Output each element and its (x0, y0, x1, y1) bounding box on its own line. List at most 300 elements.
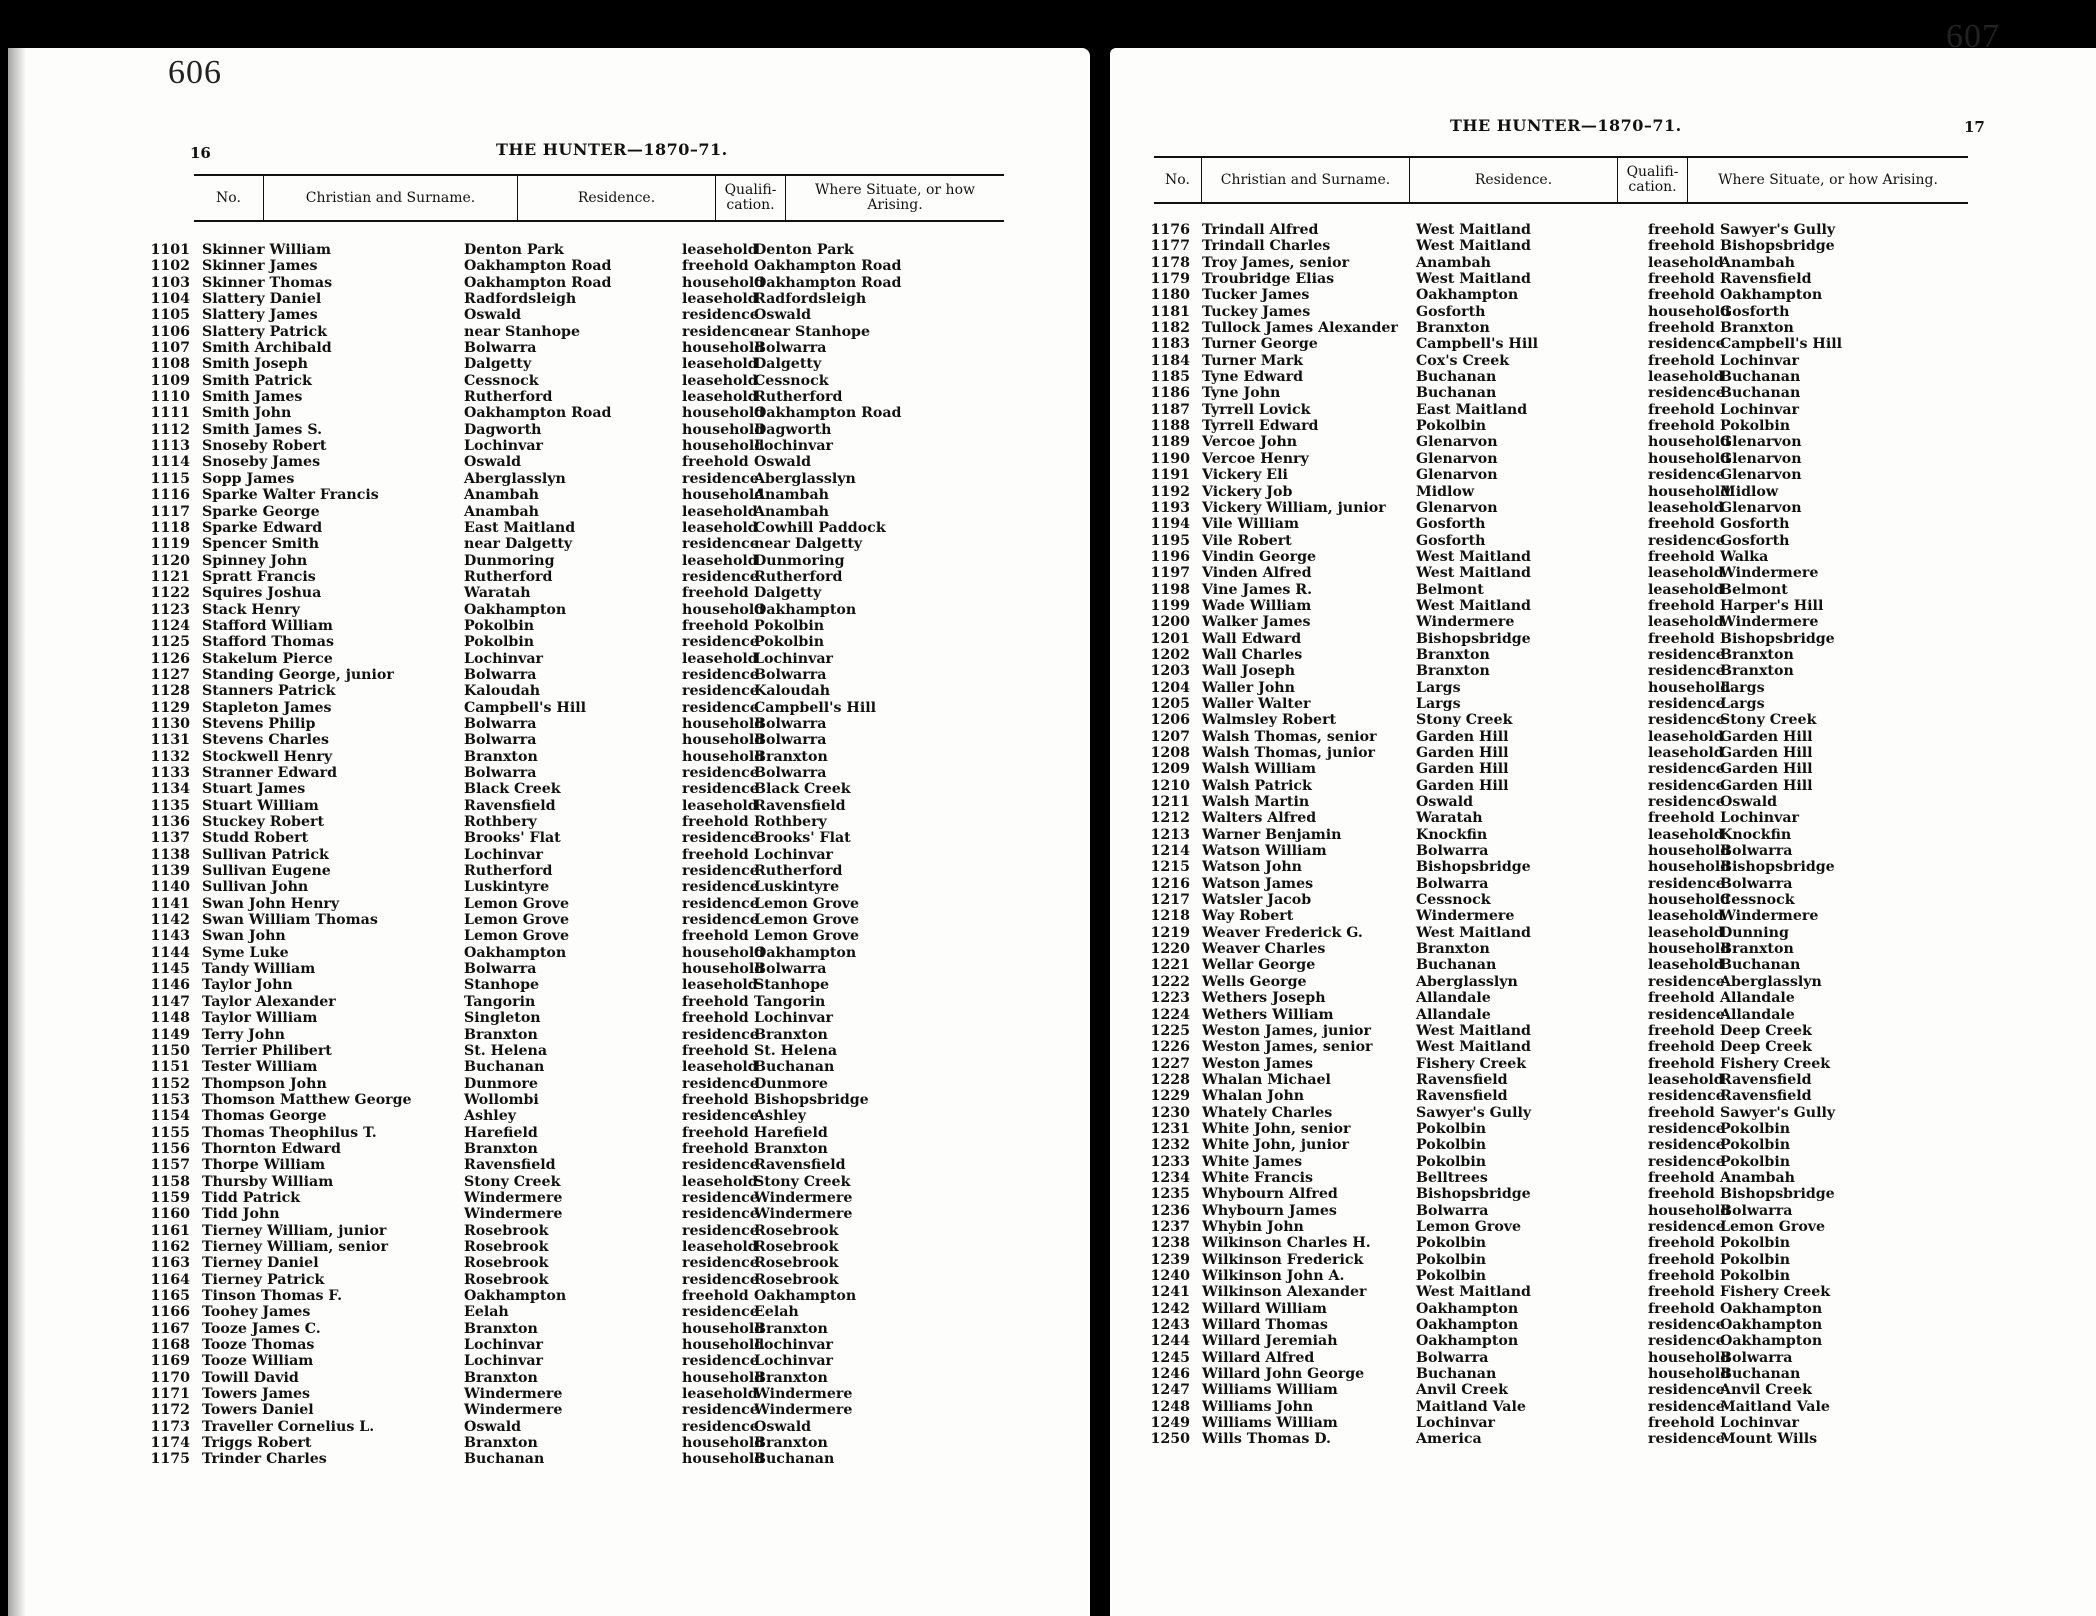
entry-name: Slattery Patrick (202, 323, 327, 340)
entry-number: 1197 (1150, 565, 1190, 582)
entry-residence: West Maitland (1416, 1022, 1531, 1039)
entry-residence: Bolwarra (1416, 843, 1489, 860)
entry-where: Pokolbin (1720, 1137, 1791, 1154)
entry-number: 1185 (1150, 369, 1190, 386)
entry-residence: Garden Hill (1416, 761, 1509, 778)
entry-residence: Pokolbin (464, 617, 535, 634)
entry-qualification: freehold (682, 585, 749, 602)
entry-number: 1194 (1150, 516, 1190, 533)
entry-number: 1142 (150, 912, 190, 929)
table-row (1110, 827, 1916, 843)
entry-residence: Pokolbin (1416, 1268, 1487, 1284)
table-row (1110, 1056, 1916, 1072)
entry-qualification: freehold (682, 258, 749, 275)
entry-qualification: freehold (1648, 990, 1715, 1007)
entry-qualification: freehold (682, 1124, 749, 1141)
entry-where: Gosforth (1720, 532, 1790, 549)
table-row (108, 928, 950, 944)
entry-where: Garden Hill (1720, 745, 1813, 761)
entry-name: Tyne John (1202, 385, 1281, 402)
table-row (1110, 336, 1916, 352)
entry-number: 1206 (1150, 712, 1190, 729)
table-row (1110, 729, 1916, 745)
entry-residence: Gosforth (1416, 303, 1486, 320)
table-row (108, 1451, 950, 1467)
entry-where: Bishopsbridge (1720, 238, 1835, 255)
entry-qualification: residence (1648, 532, 1725, 549)
entry-qualification: residence (682, 1402, 759, 1419)
entry-residence: Midlow (1416, 483, 1475, 500)
table-row (1110, 631, 1916, 647)
entry-number: 1215 (1150, 859, 1190, 876)
entry-number: 1135 (150, 797, 190, 814)
table-row (108, 1337, 950, 1353)
entry-number: 1245 (1150, 1349, 1190, 1366)
entry-where: Oswald (754, 1418, 812, 1435)
entry-number: 1177 (1150, 238, 1190, 255)
entry-residence: Bolwarra (1416, 1349, 1489, 1366)
entry-number: 1108 (150, 356, 190, 373)
entry-qualification: leasehold (1648, 254, 1724, 271)
entry-where: Oakhampton (1720, 1317, 1823, 1334)
entry-where: Anambah (754, 487, 829, 504)
entry-residence: Garden Hill (1416, 728, 1509, 745)
entry-where: Stanhope (754, 977, 830, 994)
entry-where: Lemon Grove (754, 895, 860, 912)
entry-qualification: residence (1648, 1088, 1725, 1105)
entry-where: Dagworth (754, 421, 832, 438)
entry-number: 1225 (1150, 1022, 1190, 1039)
table-row (1110, 582, 1916, 598)
entry-qualification: household (682, 961, 765, 978)
entry-qualification: residence (682, 879, 759, 896)
entry-residence: Garden Hill (1416, 745, 1509, 761)
entry-name: Towill David (202, 1369, 299, 1386)
entry-number: 1125 (150, 634, 190, 651)
entry-number: 1190 (1150, 450, 1190, 467)
entry-where: Bolwarra (754, 666, 827, 683)
entry-qualification: residence (682, 568, 759, 585)
entry-qualification: leasehold (1648, 745, 1724, 761)
entry-where: Oakhampton Road (754, 405, 902, 422)
table-row (1110, 1154, 1916, 1170)
entry-residence: Ravensfield (1416, 1071, 1508, 1088)
entry-residence: Cessnock (464, 372, 539, 389)
entry-qualification: household (682, 421, 765, 438)
entry-where: Buchanan (1720, 369, 1801, 386)
entry-name: Toohey James (202, 1304, 311, 1321)
entry-qualification: freehold (682, 814, 749, 831)
table-row (1110, 1333, 1916, 1349)
entry-where: Oswald (754, 307, 812, 324)
table-row (108, 553, 950, 569)
entry-name: Tooze Thomas (202, 1337, 315, 1354)
table-row (108, 912, 950, 928)
entry-name: Stuart James (202, 781, 306, 798)
entry-residence: Anambah (464, 487, 539, 504)
entry-name: Wethers William (1202, 1006, 1334, 1023)
table-row (1110, 598, 1916, 614)
table-row (108, 373, 950, 389)
table-row (108, 716, 950, 732)
entry-residence: Buchanan (1416, 957, 1497, 974)
table-row (108, 1353, 950, 1369)
entry-residence: Lemon Grove (464, 928, 570, 945)
entry-qualification: residence (682, 1157, 759, 1174)
table-row (108, 520, 950, 536)
table-row (108, 700, 950, 716)
entry-qualification: household (1648, 1366, 1731, 1383)
entry-qualification: residence (1648, 1431, 1725, 1448)
entry-qualification: household (1648, 843, 1731, 860)
entry-where: Anambah (754, 503, 829, 520)
entry-qualification: freehold (1648, 1284, 1715, 1301)
entry-residence: Anambah (464, 503, 539, 520)
entry-name: Weaver Charles (1202, 941, 1326, 958)
entry-name: Sullivan Eugene (202, 863, 331, 880)
entry-residence: West Maitland (1416, 238, 1531, 255)
entry-qualification: freehold (1648, 222, 1715, 238)
entry-name: Weston James, junior (1202, 1022, 1371, 1039)
entry-name: Wall Edward (1202, 630, 1302, 647)
entry-number: 1133 (150, 765, 190, 781)
entry-where: Windermere (754, 1206, 853, 1223)
entry-number: 1186 (1150, 385, 1190, 402)
table-row (108, 781, 950, 797)
entry-residence: Windermere (464, 1386, 563, 1403)
entry-number: 1184 (1150, 352, 1190, 369)
table-row (108, 1321, 950, 1337)
entry-number: 1128 (150, 683, 190, 700)
table-row (1110, 516, 1916, 532)
table-row (1110, 990, 1916, 1006)
entry-where: Buchanan (754, 1451, 835, 1468)
entry-residence: West Maitland (1416, 565, 1531, 582)
table-row (1110, 500, 1916, 516)
entry-residence: Largs (1416, 679, 1461, 696)
entry-residence: Bolwarra (1416, 875, 1489, 892)
entry-name: Wade William (1202, 597, 1312, 614)
table-row (1110, 320, 1916, 336)
entry-number: 1149 (150, 1026, 190, 1043)
table-row (108, 618, 950, 634)
entry-number: 1139 (150, 863, 190, 880)
entry-residence: Maitland Vale (1416, 1398, 1526, 1415)
entry-where: Rutherford (754, 568, 843, 585)
entry-name: Stakelum Pierce (202, 650, 333, 667)
entry-qualification: residence (682, 536, 759, 553)
entry-name: Vickery William, junior (1202, 499, 1386, 516)
entry-name: Sparke Walter Francis (202, 487, 379, 504)
entry-name: Skinner Thomas (202, 274, 333, 291)
entry-where: Oakhampton (754, 1288, 857, 1304)
entry-name: Williams William (1202, 1415, 1338, 1432)
table-row (108, 1419, 950, 1435)
entry-residence: Rothbery (464, 814, 537, 831)
entry-number: 1207 (1150, 728, 1190, 745)
entry-number: 1131 (150, 732, 190, 749)
entry-name: Triggs Robert (202, 1435, 312, 1452)
entry-name: Stapleton James (202, 699, 332, 716)
entry-name: Wellar George (1202, 957, 1316, 974)
entry-number: 1217 (1150, 892, 1190, 909)
entry-qualification: residence (682, 307, 759, 324)
table-row (1110, 451, 1916, 467)
entry-where: Pokolbin (754, 634, 825, 651)
table-row (1110, 859, 1916, 875)
table-row (1110, 957, 1916, 973)
entry-residence: Glenarvon (1416, 499, 1498, 516)
entry-residence: Belmont (1416, 581, 1484, 598)
entry-residence: Buchanan (1416, 385, 1497, 402)
entry-name: Taylor John (202, 977, 293, 994)
table-row (108, 798, 950, 814)
entry-number: 1181 (1150, 303, 1190, 320)
entry-qualification: residence (1648, 646, 1725, 663)
table-row (1110, 1235, 1916, 1251)
entry-qualification: freehold (1648, 238, 1715, 255)
table-row (1110, 1252, 1916, 1268)
entry-qualification: household (1648, 679, 1731, 696)
entry-qualification: residence (682, 1075, 759, 1092)
entry-residence: Cessnock (1416, 892, 1491, 909)
entry-where: Oswald (1720, 794, 1778, 811)
entry-where: Lemon Grove (754, 928, 860, 945)
header-name: Christian and Surname. (264, 176, 518, 220)
entry-name: Sparke George (202, 503, 320, 520)
entry-number: 1241 (1150, 1284, 1190, 1301)
entry-number: 1118 (150, 519, 190, 536)
entry-number: 1104 (150, 291, 190, 308)
entry-residence: Pokolbin (1416, 1137, 1487, 1154)
entry-qualification: freehold (1648, 418, 1715, 435)
entry-residence: Lemon Grove (464, 895, 570, 912)
entry-residence: Buchanan (1416, 1366, 1497, 1383)
header-residence: Residence. (1410, 158, 1618, 202)
table-row (108, 830, 950, 846)
entry-residence: Branxton (464, 1320, 538, 1337)
header-where: Where Situate, or how Arising. (815, 182, 975, 213)
entry-qualification: residence (682, 1418, 759, 1435)
entry-qualification: freehold (1648, 271, 1715, 288)
entry-number: 1136 (150, 814, 190, 831)
entry-number: 1153 (150, 1091, 190, 1108)
entry-residence: Black Creek (464, 781, 561, 798)
entry-residence: West Maitland (1416, 271, 1531, 288)
entry-name: Trinder Charles (202, 1451, 327, 1468)
entry-residence: Rutherford (464, 389, 553, 406)
entry-number: 1243 (1150, 1317, 1190, 1334)
entry-residence: Glenarvon (1416, 467, 1498, 484)
entry-qualification: household (682, 601, 765, 618)
entry-name: White John, junior (1202, 1137, 1349, 1154)
entry-name: Sopp James (202, 470, 295, 487)
entry-name: Weaver Frederick G. (1202, 924, 1363, 941)
entry-name: Stuart William (202, 797, 319, 814)
entry-qualification: freehold (682, 1010, 749, 1027)
entry-number: 1246 (1150, 1366, 1190, 1383)
entry-name: Walsh Thomas, senior (1202, 728, 1377, 745)
entry-qualification: residence (682, 1222, 759, 1239)
entry-residence: Windermere (464, 1189, 563, 1206)
entry-number: 1170 (150, 1369, 190, 1386)
entry-qualification: freehold (682, 1091, 749, 1108)
entry-residence: Oakhampton (464, 944, 567, 961)
entry-number: 1212 (1150, 810, 1190, 827)
entry-number: 1167 (150, 1320, 190, 1337)
entry-name: Whybourn Alfred (1202, 1186, 1338, 1203)
entry-qualification: household (1648, 892, 1731, 909)
register-table-left (108, 242, 950, 1468)
entry-name: Willard Thomas (1202, 1317, 1328, 1334)
entry-where: Ravensfield (754, 797, 846, 814)
entry-name: Swan John Henry (202, 895, 340, 912)
table-row (108, 977, 950, 993)
table-row (1110, 1431, 1916, 1447)
entry-qualification: leasehold (1648, 957, 1724, 974)
entry-qualification: freehold (1648, 597, 1715, 614)
entry-where: Lemon Grove (1720, 1218, 1826, 1235)
table-row (1110, 287, 1916, 303)
entry-where: Allandale (1720, 990, 1795, 1007)
table-row (1110, 1121, 1916, 1137)
entry-number: 1172 (150, 1402, 190, 1419)
entry-where: Buchanan (754, 1059, 835, 1076)
entry-name: Terrier Philibert (202, 1042, 332, 1059)
entry-name: Watson William (1202, 843, 1327, 860)
entry-residence: Bolwarra (464, 340, 537, 357)
entry-where: Tangorin (754, 993, 826, 1010)
entry-where: Windermere (754, 1189, 853, 1206)
entry-qualification: residence (682, 1353, 759, 1370)
entry-name: Thursby William (202, 1173, 334, 1190)
table-row (1110, 1219, 1916, 1235)
left-page (8, 48, 1090, 1616)
entry-name: Smith Joseph (202, 356, 308, 373)
table-row (1110, 647, 1916, 663)
entry-number: 1203 (1150, 663, 1190, 680)
header-name: Christian and Surname. (1202, 158, 1410, 202)
table-row (1110, 941, 1916, 957)
entry-residence: Dunmore (464, 1075, 538, 1092)
page-number: 16 (190, 144, 211, 162)
entry-name: Troy James, senior (1202, 254, 1350, 271)
entry-qualification: leasehold (682, 552, 758, 569)
entry-residence: Belltrees (1416, 1169, 1488, 1186)
table-row (1110, 1039, 1916, 1055)
entry-number: 1159 (150, 1189, 190, 1206)
entry-number: 1221 (1150, 957, 1190, 974)
entry-residence: Campbell's Hill (464, 699, 586, 716)
entry-residence: Kaloudah (464, 683, 541, 700)
entry-number: 1157 (150, 1157, 190, 1174)
table-row (108, 847, 950, 863)
header-residence: Residence. (518, 176, 716, 220)
entry-number: 1102 (150, 258, 190, 275)
entry-residence: West Maitland (1416, 222, 1531, 238)
entry-number: 1147 (150, 993, 190, 1010)
entry-qualification: residence (1648, 1218, 1725, 1235)
entry-number: 1146 (150, 977, 190, 994)
entry-residence: Dagworth (464, 421, 542, 438)
entry-name: Wilkinson Charles H. (1202, 1235, 1371, 1252)
entry-where: Bolwarra (1720, 875, 1793, 892)
entry-where: Windermere (1720, 565, 1819, 582)
entry-where: Cessnock (1720, 892, 1795, 909)
entry-number: 1115 (150, 470, 190, 487)
entry-where: Fishery Creek (1720, 1055, 1831, 1072)
table-row (1110, 908, 1916, 924)
table-row (108, 389, 950, 405)
entry-number: 1173 (150, 1418, 190, 1435)
entry-where: Pokolbin (1720, 1268, 1791, 1284)
entry-qualification: freehold (1648, 1022, 1715, 1039)
entry-number: 1107 (150, 340, 190, 357)
entry-number: 1228 (1150, 1071, 1190, 1088)
entry-name: Vickery Eli (1202, 467, 1288, 484)
table-row (108, 487, 950, 503)
entry-name: Vile Robert (1202, 532, 1292, 549)
right-page (1110, 18, 2096, 1616)
entry-number: 1162 (150, 1238, 190, 1255)
entry-qualification: household (682, 1320, 765, 1337)
entry-where: Rutherford (754, 863, 843, 880)
table-row (1110, 1088, 1916, 1104)
entry-name: Slattery Daniel (202, 291, 322, 308)
entry-residence: Oakhampton (464, 1288, 567, 1304)
entry-name: Smith James S. (202, 421, 323, 438)
entry-number: 1232 (1150, 1137, 1190, 1154)
entry-where: Bolwarra (754, 715, 827, 732)
entry-name: Tullock James Alexander (1202, 320, 1398, 337)
entry-residence: Oswald (464, 454, 522, 471)
table-row (1110, 385, 1916, 401)
entry-number: 1249 (1150, 1415, 1190, 1432)
entry-residence: West Maitland (1416, 1039, 1531, 1056)
entry-where: Campbell's Hill (754, 699, 876, 716)
entry-name: Stack Henry (202, 601, 300, 618)
entry-name: Smith James (202, 389, 303, 406)
entry-where: Ravensfield (754, 1157, 846, 1174)
entry-name: Thomson Matthew George (202, 1091, 412, 1108)
entry-residence: East Maitland (464, 519, 576, 536)
entry-qualification: leasehold (682, 242, 758, 258)
entry-name: Stanners Patrick (202, 683, 336, 700)
entry-residence: Oakhampton Road (464, 274, 612, 291)
table-row (1110, 614, 1916, 630)
entry-number: 1137 (150, 830, 190, 847)
entry-number: 1209 (1150, 761, 1190, 778)
entry-qualification: freehold (1648, 810, 1715, 827)
entry-where: Bolwarra (754, 961, 827, 978)
entry-number: 1210 (1150, 777, 1190, 794)
entry-where: Campbell's Hill (1720, 336, 1842, 353)
entry-residence: Oakhampton (1416, 287, 1519, 304)
table-row (1110, 745, 1916, 761)
entry-residence: Aberglasslyn (1416, 973, 1518, 990)
entry-residence: Glenarvon (1416, 450, 1498, 467)
entry-residence: Campbell's Hill (1416, 336, 1538, 353)
entry-qualification: freehold (682, 1288, 749, 1304)
table-row (108, 454, 950, 470)
entry-qualification: freehold (682, 617, 749, 634)
entry-number: 1219 (1150, 924, 1190, 941)
entry-number: 1152 (150, 1075, 190, 1092)
entry-name: Vinden Alfred (1202, 565, 1312, 582)
entry-name: Whately Charles (1202, 1104, 1333, 1121)
entry-residence: Allandale (1416, 1006, 1491, 1023)
entry-residence: Branxton (464, 748, 538, 765)
